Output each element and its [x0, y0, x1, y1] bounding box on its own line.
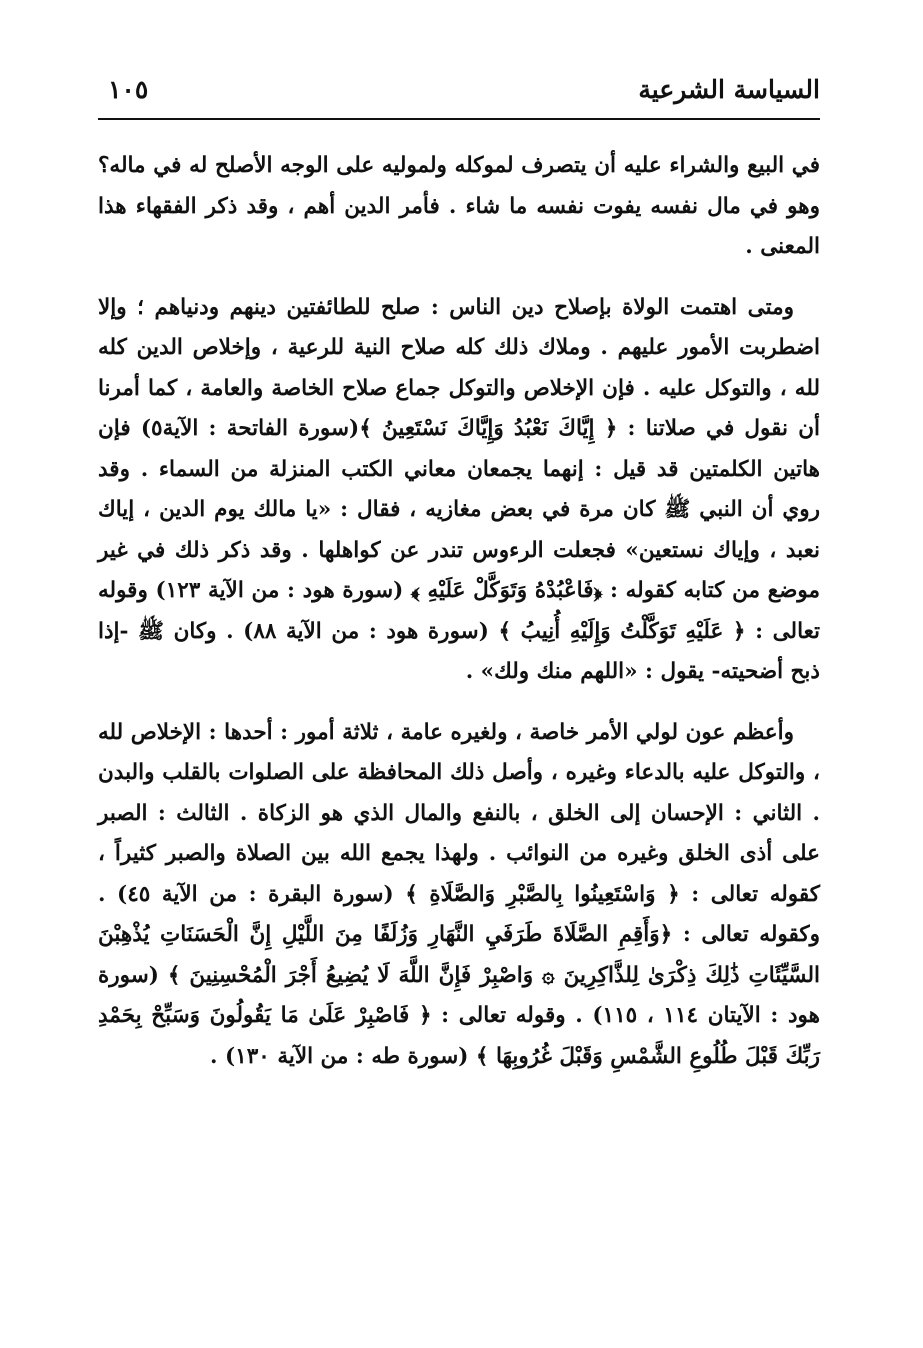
running-title: السياسة الشرعية: [638, 75, 820, 104]
page-number: ١٠٥: [108, 75, 149, 104]
paragraph-1: في البيع والشراء عليه أن يتصرف لموكله ولموليه على الوجه الأصلح له في ماله؟ وهو في مال نفسه يفوت نفسه ما شاء . فأمر الدين أهم ، وقد ذكر الفقهاء هذا المعنى .: [98, 153, 820, 259]
paragraph-2: ومتى اهتمت الولاة بإصلاح دين الناس : صلح للطائفتين دينهم ودنياهم ؛ وإلا اضطربت الأمور عليهم . وملاك ذلك كله صلاح النية للرعية ، وإخلاص الدين كله لله ، والتوكل عليه . فإن الإخلاص والتوكل جماع صلاح الخاصة والعامة ، كما أمرنا أن نقول في صلاتنا : ﴿ إِيَّاكَ نَعْبُدُ وَإِيَّاكَ نَسْتَعِينُ ﴾(سورة الفاتحة : الآية٥) فإن هاتين الكلمتين قد قيل : إنهما يجمعان معاني الكتب المنزلة من السماء . وقد روي أن النبي ﷺ كان مرة في بعض مغازيه ، فقال : «يا مالك يوم الدين ، إياك نعبد ، وإياك نستعين» فجعلت الرءوس تندر عن كواهلها . وقد ذكر ذلك في غير موضع من كتابه كقوله : ﴿فَاعْبُدْهُ وَتَوَكَّلْ عَلَيْهِ ﴾ (سورة هود : من الآية ١٢٣) وقوله تعالى : ﴿ عَلَيْهِ تَوَكَّلْتُ وَإِلَيْهِ أُنِيبُ ﴾ (سورة هود : من الآية ٨٨) . وكان ﷺ -إذا ذبح أضحيته- يقول : «اللهم منك ولك» .: [98, 294, 821, 684]
page-body: [98, 146, 820, 1077]
page-header: [98, 74, 820, 114]
header-divider: [98, 118, 820, 120]
paragraph-3: وأعظم عون لولي الأمر خاصة ، ولغيره عامة ، ثلاثة أمور : أحدها : الإخلاص لله ، والتوكل عليه بالدعاء وغيره ، وأصل ذلك المحافظة على الصلوات بالقلب والبدن . الثاني : الإحسان إلى الخلق ، بالنفع والمال الذي هو الزكاة . الثالث : الصبر على أذى الخلق وغيره من النوائب . ولهذا يجمع الله بين الصلاة والصبر كثيراً ، كقوله تعالى : ﴿ وَاسْتَعِينُوا بِالصَّبْرِ وَالصَّلَاةِ ﴾ (سورة البقرة : من الآية ٤٥) . وكقوله تعالى : ﴿وَأَقِمِ الصَّلَاةَ طَرَفَيِ النَّهَارِ وَزُلَفًا مِنَ اللَّيْلِ إِنَّ الْحَسَنَاتِ يُذْهِبْنَ السَّيِّئَاتِ ذَٰلِكَ ذِكْرَىٰ لِلذَّاكِرِينَ ۞ وَاصْبِرْ فَإِنَّ اللَّهَ لَا يُضِيعُ أَجْرَ الْمُحْسِنِينَ ﴾ (سورة هود : الآيتان ١١٤ ، ١١٥) . وقوله تعالى : ﴿ فَاصْبِرْ عَلَىٰ مَا يَقُولُونَ وَسَبِّحْ بِحَمْدِ رَبِّكَ قَبْلَ طُلُوعِ الشَّمْسِ وَقَبْلَ غُرُوبِهَا ﴾ (سورة طه : من الآية ١٣٠) .: [98, 719, 820, 1069]
